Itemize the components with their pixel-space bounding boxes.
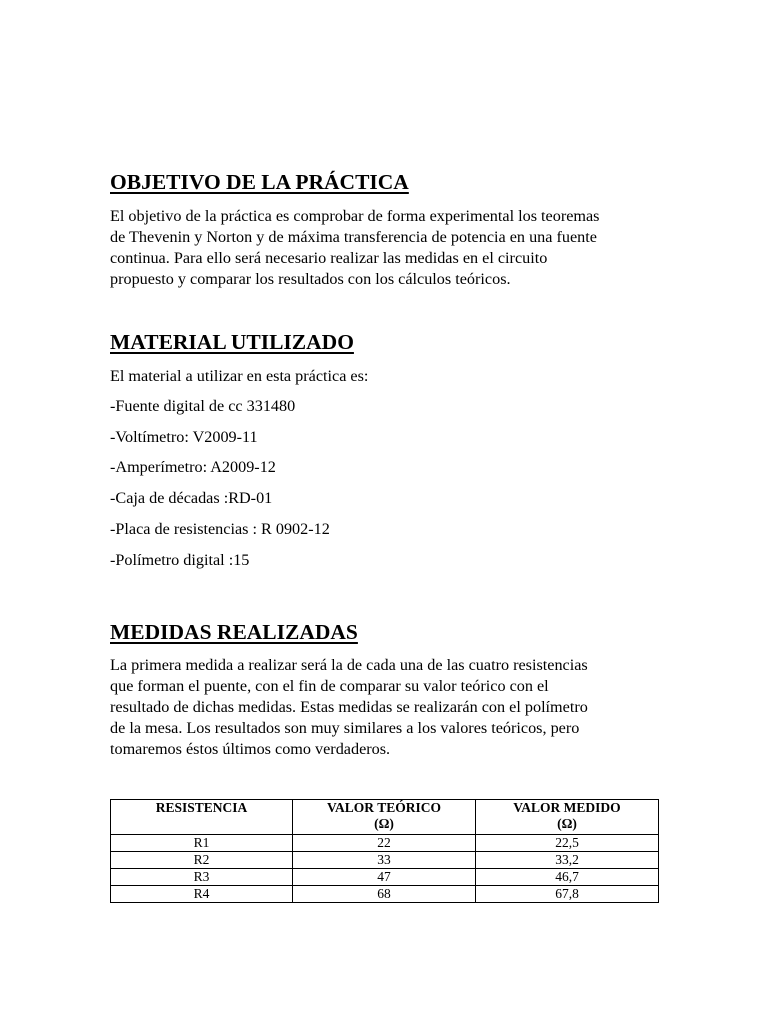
table-cell: R2 [111,852,293,869]
objective-line-2: de Thevenin y Norton y de máxima transferencia de potencia en una fuente [110,228,597,246]
table-cell: 33 [293,852,476,869]
objective-line-4: propuesto y comparar los resultados con los cálculos teóricos. [110,270,511,288]
header-resistencia [111,800,293,835]
resistance-table [110,799,659,903]
header-line: RESISTENCIA [155,800,248,815]
table-row [111,886,659,903]
measurements-line-1: La primera medida a realizar será la de cada una de las cuatro resistencias [110,656,588,674]
measurements-line-5: tomaremos éstos últimos como verdaderos. [110,740,391,758]
table-cell: R1 [111,835,293,852]
material-item: -Fuente digital de cc 331480 [110,397,296,415]
table-header-row [111,800,659,835]
header-valor-teorico [293,800,476,835]
table-row [111,835,659,852]
measurements-line-2: que forman el puente, con el fin de comparar su valor teórico con el [110,677,549,695]
material-item: -Polímetro digital :15 [110,551,250,569]
header-unit: (Ω) [557,816,577,831]
objective-line-3: continua. Para ello será necesario realizar las medidas en el circuito [110,249,548,267]
material-item: -Placa de resistencias : R 0902-12 [110,520,330,538]
table-row [111,869,659,886]
measurements-heading: MEDIDAS REALIZADAS [110,620,358,644]
material-heading: MATERIAL UTILIZADO [110,330,354,354]
header-line: VALOR MEDIDO [513,800,621,815]
material-intro: El material a utilizar en esta práctica es: [110,367,369,385]
table-cell: 67,8 [476,886,659,903]
table-cell: R3 [111,869,293,886]
material-item: -Amperímetro: A2009-12 [110,458,276,476]
objective-line-1: El objetivo de la práctica es comprobar de forma experimental los teoremas [110,207,600,225]
table-cell: R4 [111,886,293,903]
table-cell: 46,7 [476,869,659,886]
table-row [111,852,659,869]
measurements-line-3: resultado de dichas medidas. Estas medidas se realizarán con el polímetro [110,698,588,716]
material-item: -Voltímetro: V2009-11 [110,428,258,446]
objective-heading: OBJETIVO DE LA PRÁCTICA [110,170,409,194]
table-cell: 33,2 [476,852,659,869]
table-cell: 22 [293,835,476,852]
header-valor-medido [476,800,659,835]
header-line: VALOR TEÓRICO [327,800,441,815]
table-cell: 22,5 [476,835,659,852]
table-cell: 68 [293,886,476,903]
table-cell: 47 [293,869,476,886]
measurements-line-4: de la mesa. Los resultados son muy similares a los valores teóricos, pero [110,719,580,737]
material-item: -Caja de décadas :RD-01 [110,489,273,507]
header-unit: (Ω) [374,816,394,831]
